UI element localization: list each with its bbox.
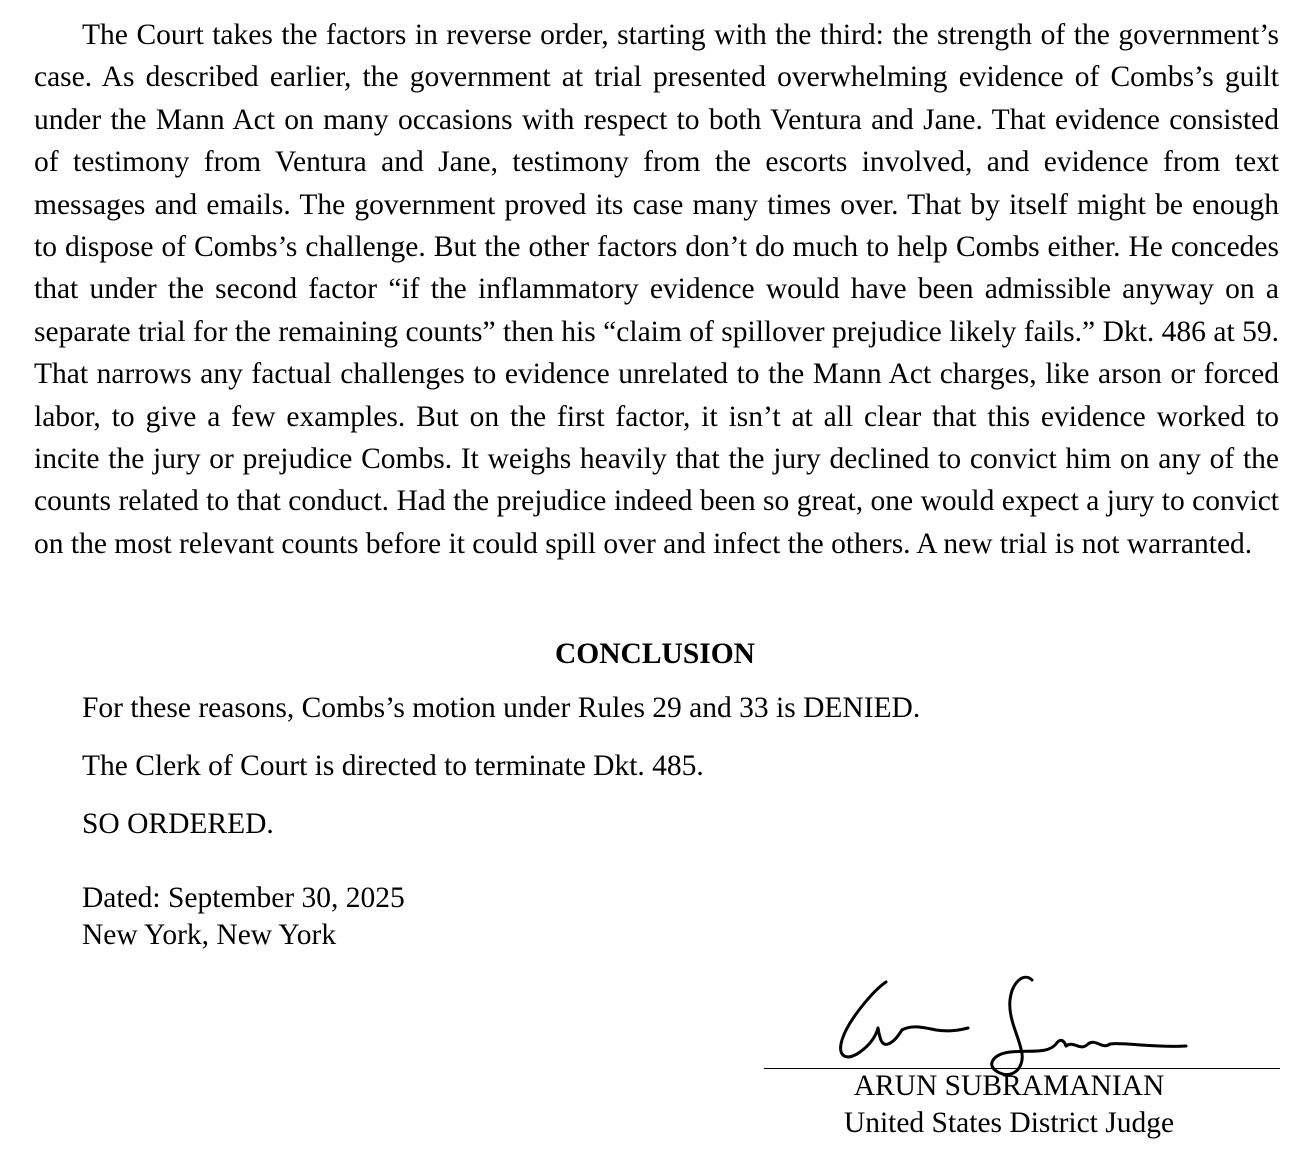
date-line: Dated: September 30, 2025 xyxy=(82,882,405,914)
clerk-direction-text: The Clerk of Court is directed to terminate Dkt. 485. xyxy=(82,750,704,782)
judge-title: United States District Judge xyxy=(843,1107,1175,1139)
signature-line xyxy=(764,1068,1280,1069)
so-ordered-text: SO ORDERED. xyxy=(82,808,274,840)
location-line: New York, New York xyxy=(82,919,337,951)
conclusion-heading: CONCLUSION xyxy=(555,638,755,670)
body-paragraph: The Court takes the factors in reverse order, starting with the third: the strength of the government’s case. As described earlier, the government at trial presented overwhelming evidence of Combs’s guilt under the Mann Act on many occasions with respect to both Ventura and Jane. That evidence consisted of testimony from Ventura and Jane, testimony from the escorts involved, and evidence from text messages and emails. The government proved its case many times over. That by itself might be enough to dispose of Combs’s challenge. But the other factors don’t do much to help Combs either. He concedes that under the second factor “if the inflammatory evidence would have been admissible anyway on a separate trial for the remaining counts” then his “claim of spillover prejudice likely fails.” Dkt. 486 at 59. That narrows any factual challenges to evidence unrelated to the Mann Act charges, like arson or forced labor, to give a few examples. But on the first factor, it isn’t at all clear that this evidence worked to incite the jury or prejudice Combs. It weighs heavily that the jury declined to convict him on any of the counts related to that conduct. Had the prejudice indeed been so great, one would expect a jury to convict on the most relevant counts before it could spill over and infect the others. A new trial is not warranted. xyxy=(34,19,1279,560)
handwritten-signature xyxy=(834,968,1194,1078)
signature-block xyxy=(764,968,1280,1158)
ruling-text: For these reasons, Combs’s motion under Rules 29 and 33 is DENIED. xyxy=(82,692,921,724)
judge-name: ARUN SUBRAMANIAN xyxy=(853,1070,1165,1102)
